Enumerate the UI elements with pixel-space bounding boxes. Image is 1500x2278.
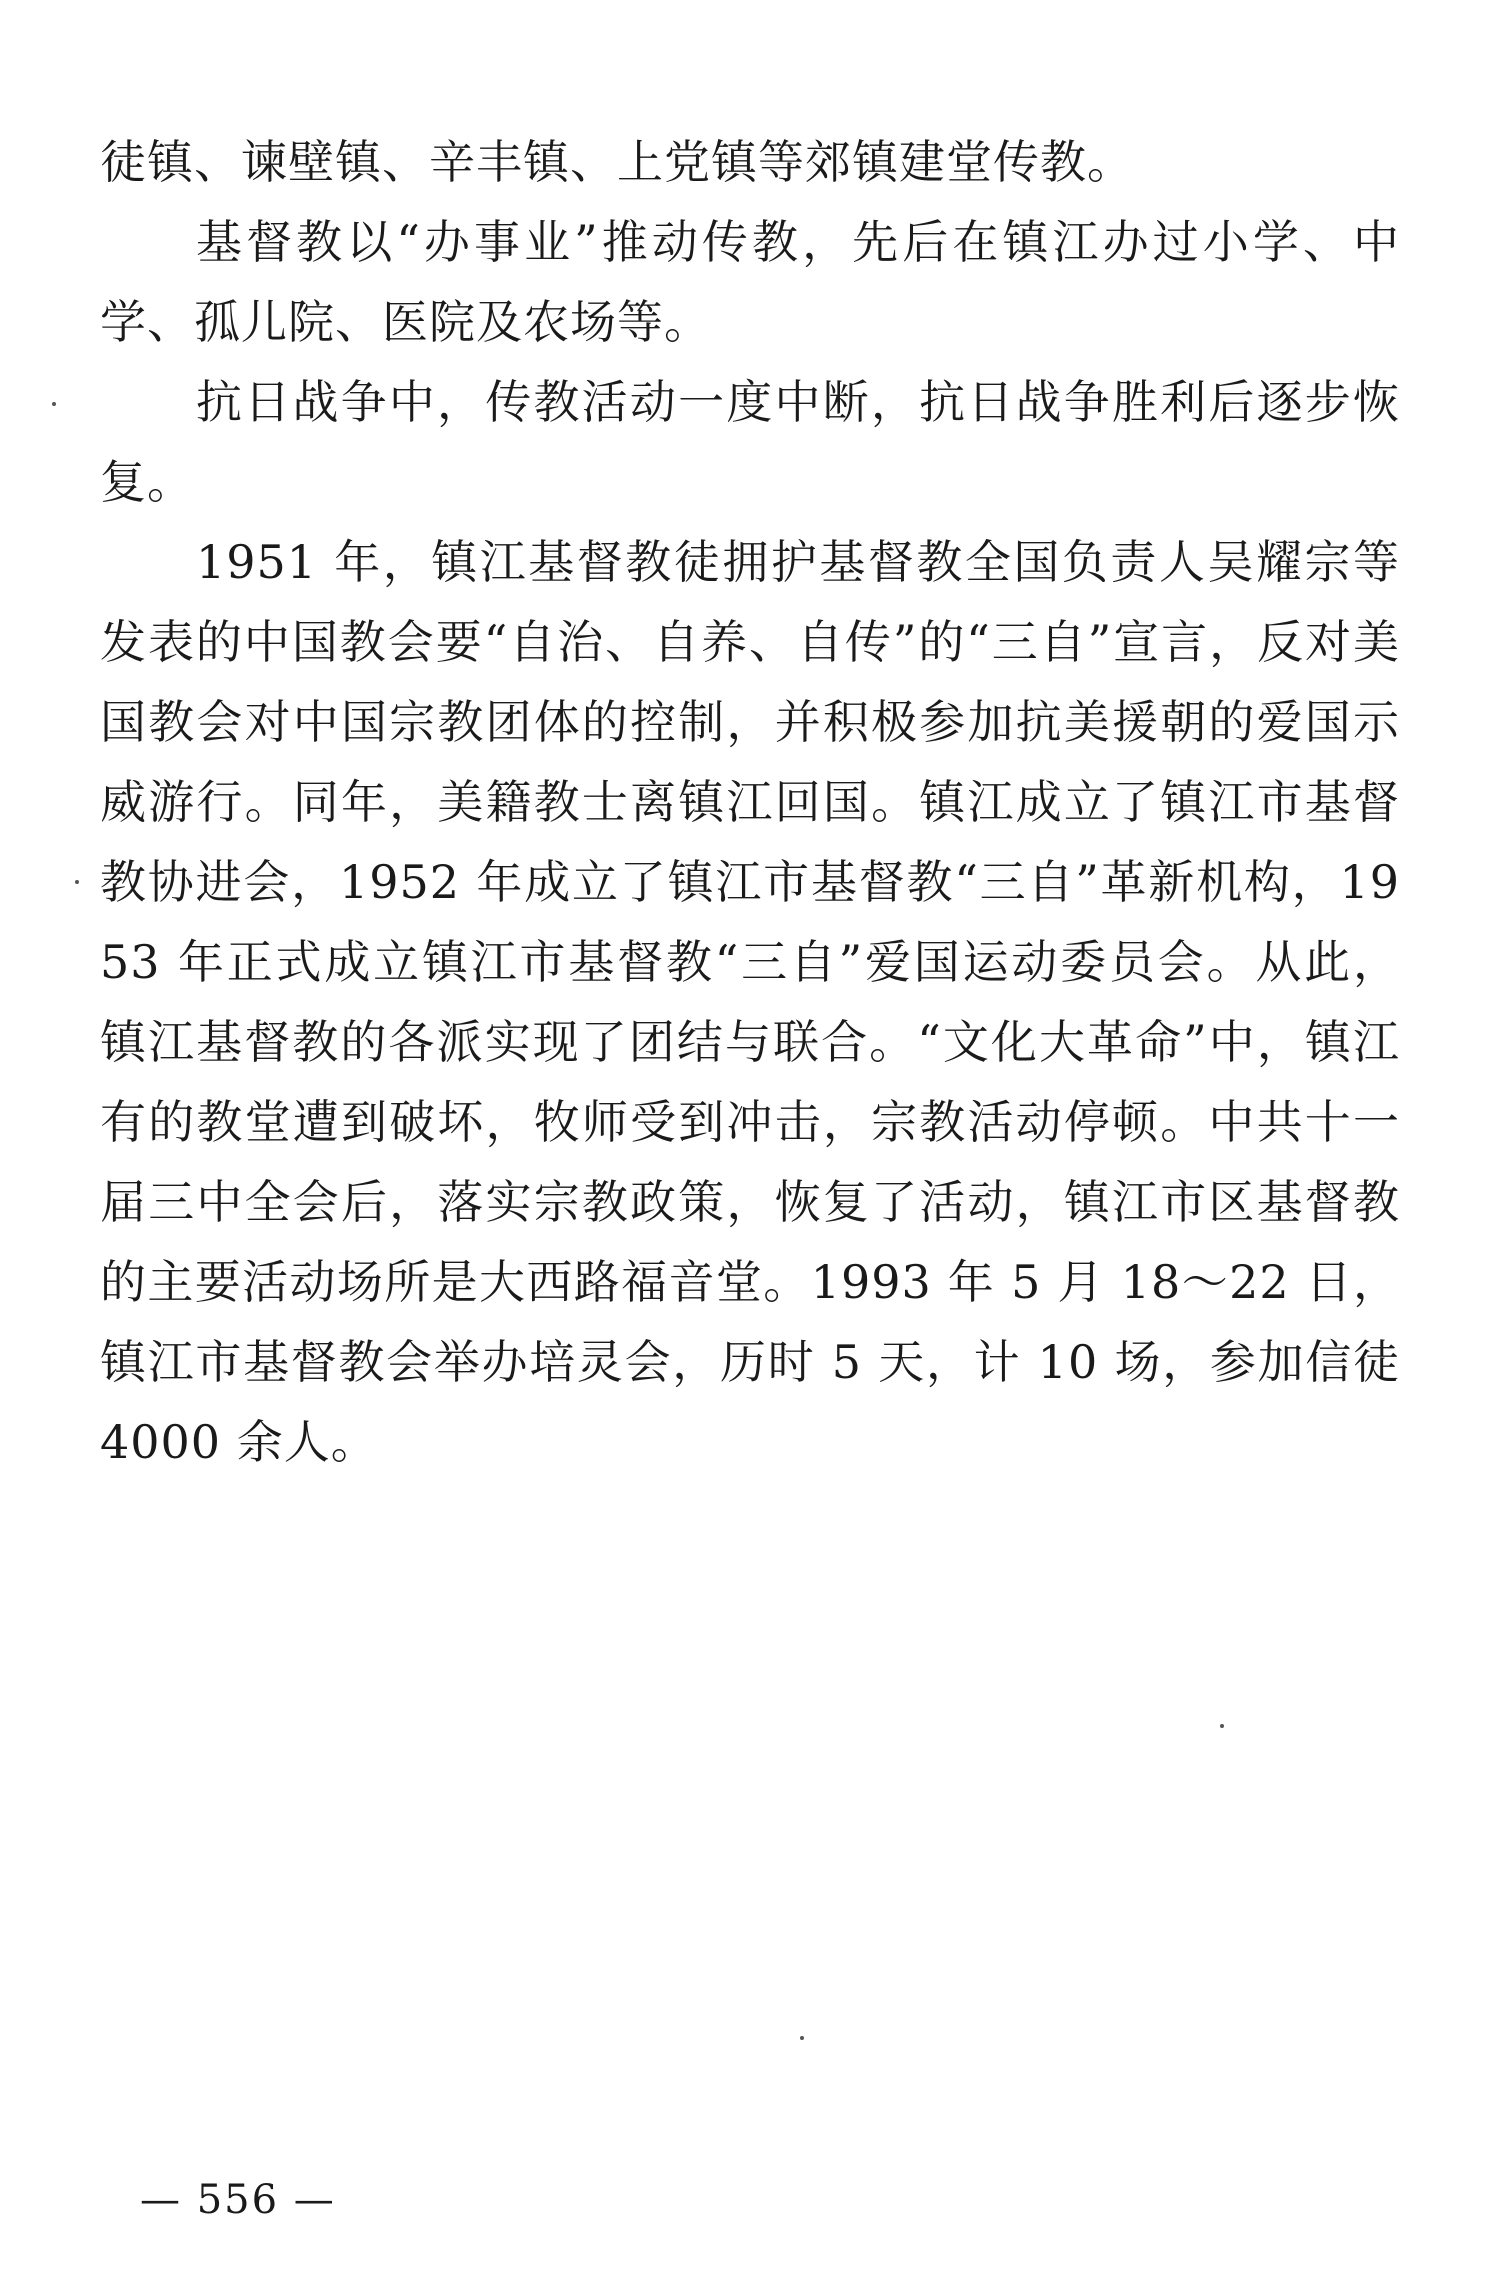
paragraph-continuation: 徒镇、谏壁镇、辛丰镇、上党镇等郊镇建堂传教。 [100, 135, 1134, 189]
paragraph-christian-enterprises: 基督教以“办事业”推动传教，先后在镇江办过小学、中学、孤儿院、医院及农场等。 [100, 215, 1400, 349]
paragraph-war-interruption: 抗日战争中，传教活动一度中断，抗日战争胜利后逐步恢复。 [100, 375, 1400, 509]
scan-speck [1220, 1724, 1224, 1728]
body-text [100, 122, 1400, 1482]
paragraph-three-self-movement: 1951 年，镇江基督教徒拥护基督教全国负责人吴耀宗等发表的中国教会要“自治、自养、自传”的“三自”宣言，反对美国教会对中国宗教团体的控制，并积极参加抗美援朝的爱国示威游行。同年，美籍教士离镇江回国。镇江成立了镇江市基督教协进会，1952 年成立了镇江市基督教“三自”革新机构，1953 年正式成立镇江市基督教“三自”爱国运动委员会。从此，镇江基督教的各派实现了团结与联合。“文化大革命”中，镇江有的教堂遭到破坏，牧师受到冲击，宗教活动停顿。中共十一届三中全会后，落实宗教政策，恢复了活动，镇江市区基督教的主要活动场所是大西路福音堂。1993 年 5 月 18～22 日，镇江市基督教会举办培灵会，历时 5 天，计 10 场，参加信徒 4000 余人。 [100, 535, 1400, 1469]
scan-speck [800, 2036, 804, 2040]
scan-speck [52, 402, 56, 406]
page-number: — 556 — [140, 2177, 336, 2223]
scan-speck [75, 880, 79, 884]
